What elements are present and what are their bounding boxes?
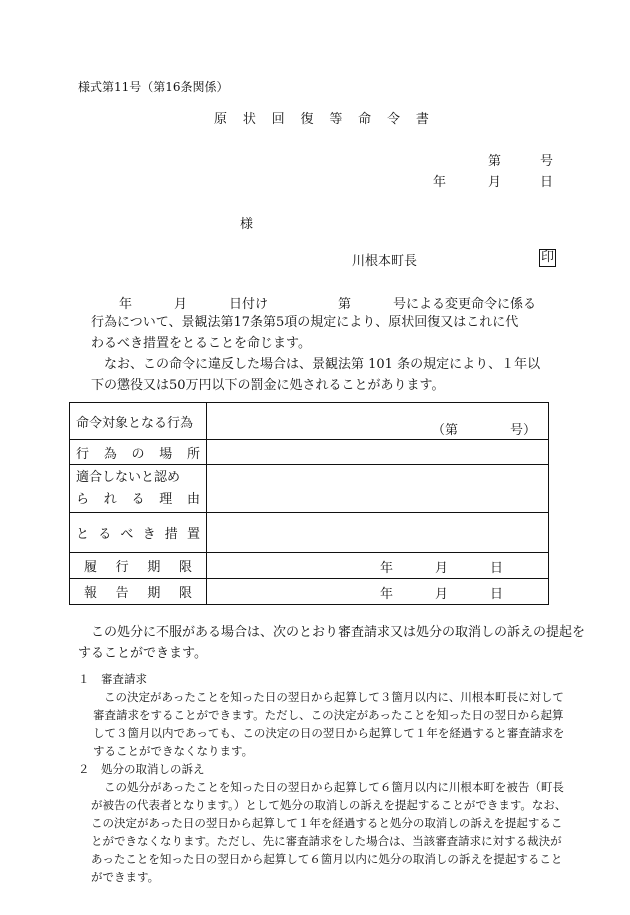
label-target-action: 命令対象となる行為 — [70, 403, 207, 440]
label-measures: と る べ き 措 置 — [70, 513, 207, 553]
seal-mark: 印 — [541, 250, 555, 265]
section-2-line-5: あったことを知った日の翌日から起算して６箇月以内に処分の取消しの訴えを提起すること — [91, 852, 563, 866]
label-reason: 適合しないと認め ら れ る 理 由 — [70, 465, 207, 513]
label-deadline: 履 行 期 限 — [70, 553, 207, 579]
body-line-3: わるべき措置をとることを命じます。 — [91, 336, 311, 351]
notice-line-1: この処分に不服がある場合は、次のとおり審査請求又は処分の取消しの訴えの提起を — [91, 625, 586, 640]
label-location: 行 為 の 場 所 — [70, 440, 207, 465]
section-2-line-1: この処分があったことを知った日の翌日から起算して６箇月以内に川根本町を被告（町長 — [104, 780, 564, 794]
section-1-heading: １ 審査請求 — [78, 672, 147, 686]
row-location — [70, 440, 549, 465]
notice-line-2: することができます。 — [78, 646, 207, 661]
target-action-number: （第 号） — [431, 422, 536, 438]
section-2-line-2: が被告の代表者となります。）として処分の取消しの訴えを提起することができます。なお、 — [91, 798, 567, 812]
date-day: 日 — [540, 175, 554, 190]
cell-target-action — [207, 403, 549, 440]
cell-deadline: 年 月 日 — [207, 553, 549, 579]
order-table — [69, 402, 549, 605]
body-dai: 第 — [338, 297, 352, 312]
form-number: 様式第11号（第16条関係） — [78, 80, 229, 94]
doc-number-go: 号 — [540, 154, 554, 169]
section-2-heading: ２ 処分の取消しの訴え — [78, 762, 205, 776]
body-line-2: 行為について、景観法第17条第5項の規定により、原状回復又はこれに代 — [91, 315, 519, 330]
section-1-line-1: この決定があったことを知った日の翌日から起算して３箇月以内に、川根本町長に対して — [104, 690, 564, 704]
penalty-line-2: 下の懲役又は50万円以下の罰金に処されることがあります。 — [91, 378, 445, 393]
doc-number-dai: 第 — [488, 154, 502, 169]
body-month: 月 — [174, 297, 188, 312]
cell-measures — [207, 513, 549, 553]
section-1-line-4: することができなくなります。 — [93, 744, 254, 758]
row-deadline — [70, 553, 549, 579]
body-go-suffix: 号による変更命令に係る — [393, 297, 537, 312]
cell-report-deadline: 年 月 日 — [207, 579, 549, 605]
section-1-line-3: して３箇月以内であっても、この決定の日の翌日から起算して１年を経過すると審査請求を — [93, 726, 565, 740]
addressee-sama: 様 — [240, 217, 254, 232]
label-report-deadline: 報 告 期 限 — [70, 579, 207, 605]
section-2-line-6: ができます。 — [91, 870, 160, 884]
row-report-deadline — [70, 579, 549, 605]
cell-reason — [207, 465, 549, 513]
row-target-action — [70, 403, 549, 440]
section-2-line-4: とができなくなります。ただし、先に審査請求をした場合は、当該審査請求に対する裁決が — [91, 834, 562, 848]
document-title: 原 状 回 復 等 命 令 書 — [214, 112, 435, 127]
date-year: 年 — [433, 175, 447, 190]
date-month: 月 — [488, 175, 502, 190]
body-year: 年 — [119, 297, 133, 312]
cell-location — [207, 440, 549, 465]
penalty-line-1: なお、この命令に違反した場合は、景観法第 101 条の規定により、１年以 — [104, 357, 541, 372]
section-1-line-2: 審査請求をすることができます。ただし、この決定があったことを知った日の翌日から起算 — [93, 708, 564, 722]
row-reason — [70, 465, 549, 513]
body-dated: 日付け — [229, 297, 269, 312]
section-2-line-3: この決定があった日の翌日から起算して１年を経過すると処分の取消しの訴えを提起するこ — [91, 816, 563, 830]
issuer-name: 川根本町長 — [352, 254, 418, 269]
row-measures — [70, 513, 549, 553]
